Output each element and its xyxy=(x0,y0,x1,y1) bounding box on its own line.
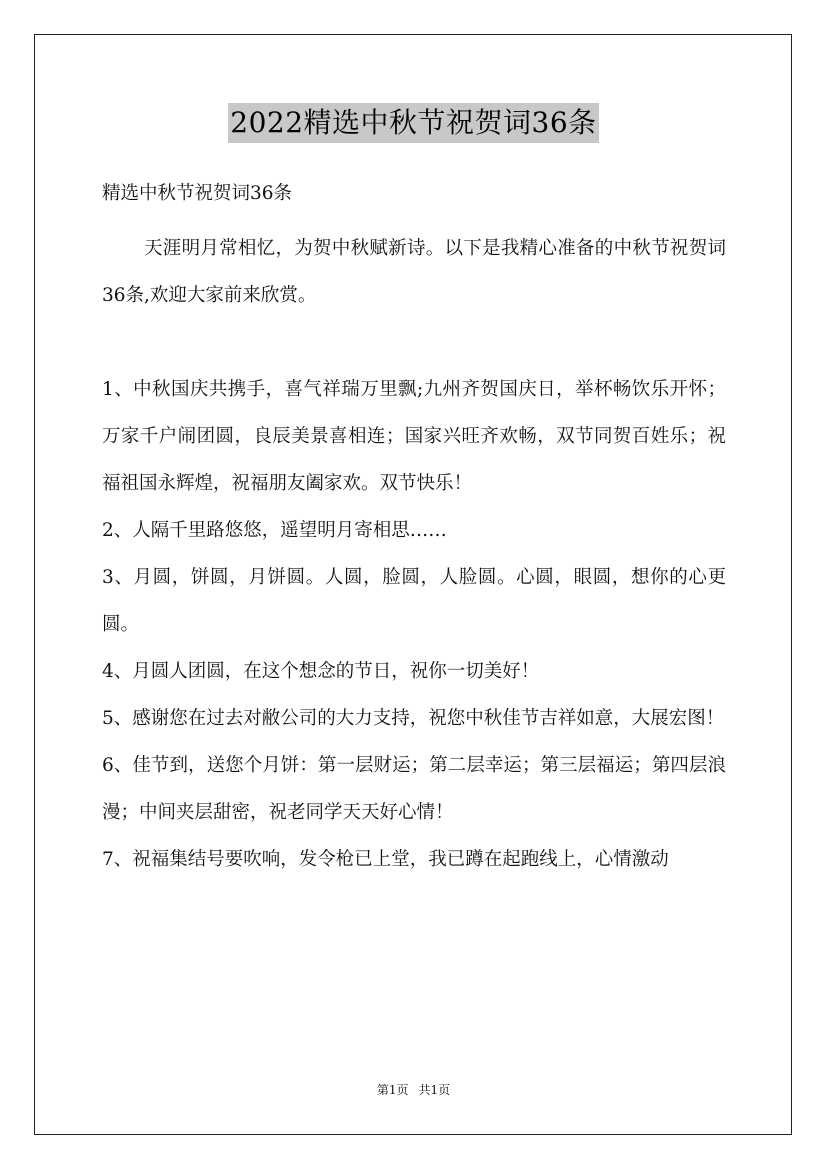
page-number: 第1页 xyxy=(376,1083,409,1097)
list-item: 6、佳节到，送您个月饼：第一层财运；第二层幸运；第三层福运；第四层浪漫；中间夹层甜密，祝老同学天天好心情！ xyxy=(102,755,726,823)
list-item: 2、人隔千里路悠悠，遥望明月寄相思…… xyxy=(102,520,447,541)
list-item: 7、祝福集结号要吹响，发令枪已上堂，我已蹲在起跑线上，心情激动 xyxy=(102,849,669,870)
intro-paragraph: 天涯明月常相忆，为贺中秋赋新诗。以下是我精心准备的中秋节祝贺词36条,欢迎大家前来欣赏。 xyxy=(102,238,726,306)
list-item: 4、月圆人团圆，在这个想念的节日，祝你一切美好！ xyxy=(102,661,540,682)
document-subtitle: 精选中秋节祝贺词36条 xyxy=(102,183,293,204)
page-footer xyxy=(0,1082,827,1098)
paragraph-spacer xyxy=(102,319,726,366)
document-body xyxy=(102,170,726,883)
title-container xyxy=(0,103,827,143)
list-item: 5、感谢您在过去对敝公司的大力支持，祝您中秋佳节吉祥如意，大展宏图！ xyxy=(102,708,725,729)
page-total: 共1页 xyxy=(418,1083,451,1097)
document-title: 2022精选中秋节祝贺词36条 xyxy=(228,103,598,143)
list-item: 1、中秋国庆共携手，喜气祥瑞万里飘;九州齐贺国庆日，举杯畅饮乐开怀；万家千户闹团圆，良辰美景喜相连；国家兴旺齐欢畅，双节同贺百姓乐；祝福祖国永辉煌，祝福朋友阖家欢。双节快乐！ xyxy=(102,379,726,494)
list-item: 3、月圆，饼圆，月饼圆。人圆，脸圆，人脸圆。心圆，眼圆，想你的心更圆。 xyxy=(102,567,726,635)
